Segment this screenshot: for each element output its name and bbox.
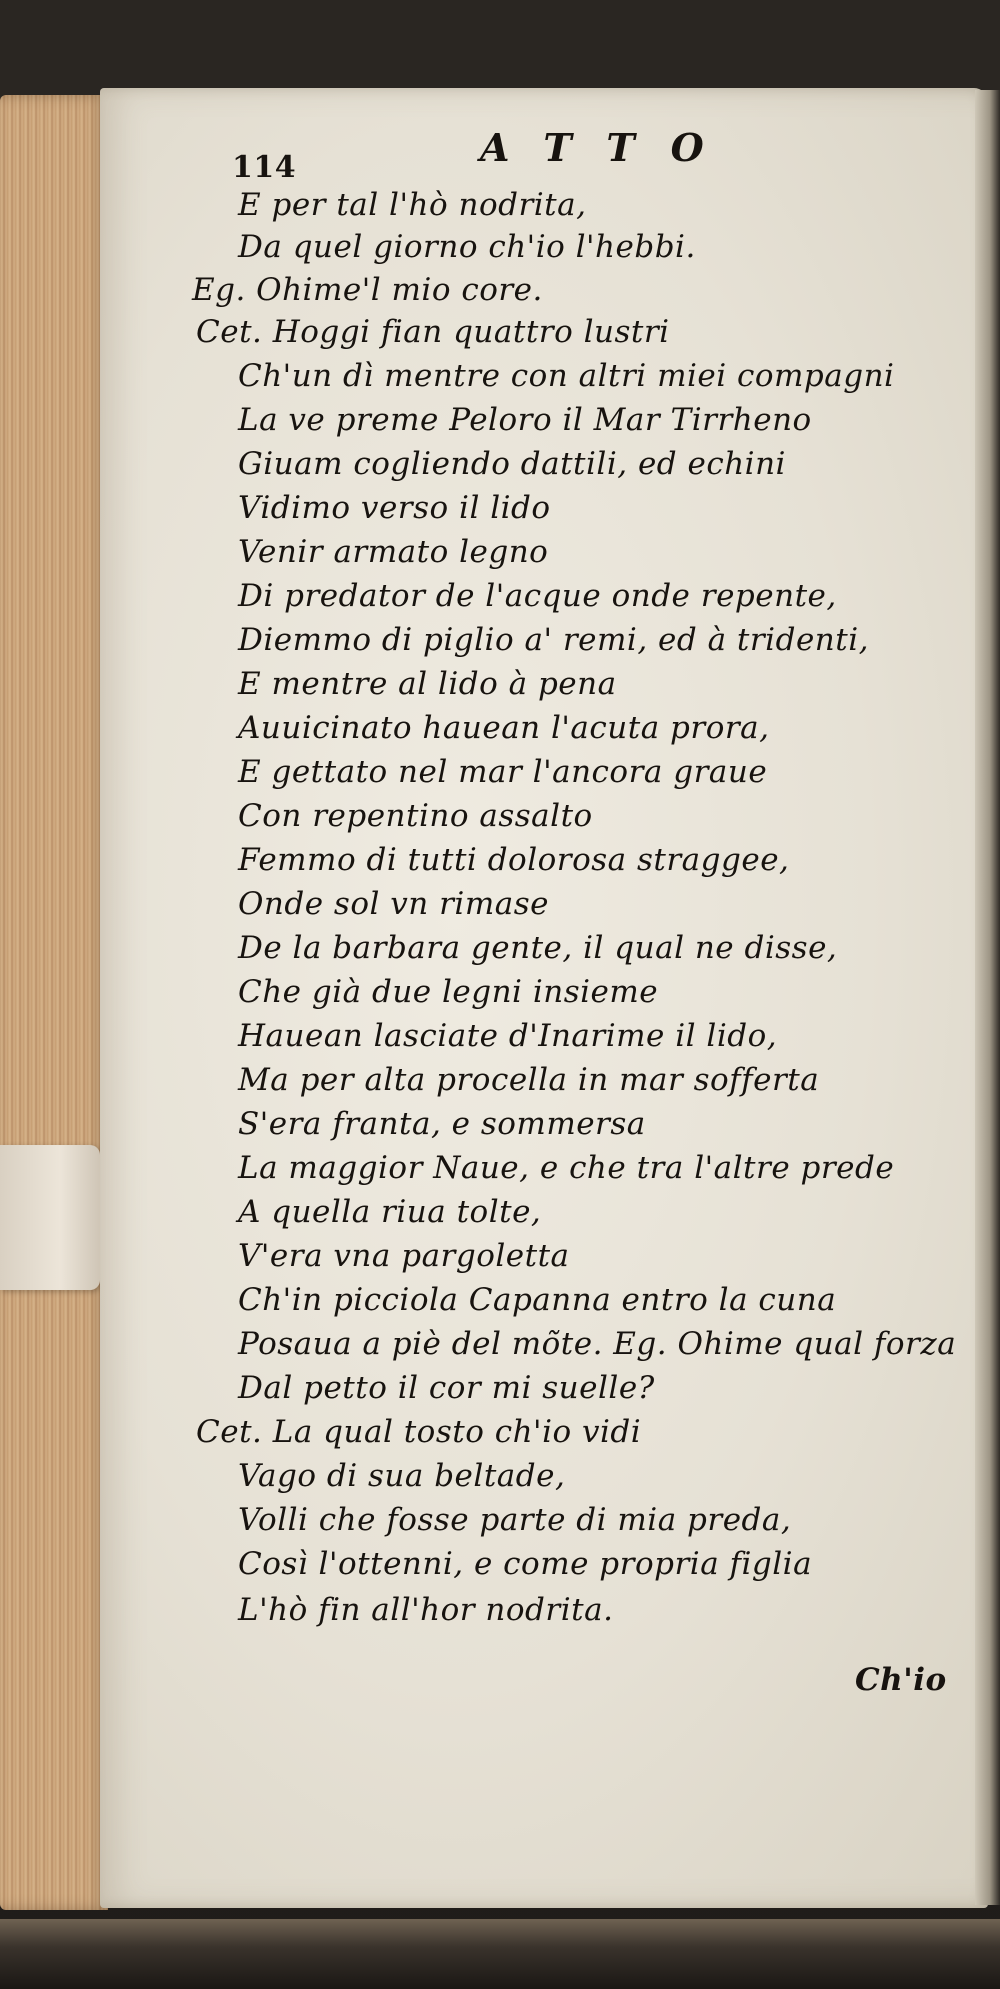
- verse-line: La maggior Naue, e che tra l'altre prede: [238, 1150, 895, 1186]
- verse-line: Femmo di tutti dolorosa straggee,: [238, 842, 790, 878]
- verse-line: Di predator de l'acque onde repente,: [238, 578, 837, 614]
- page-number: 114: [232, 150, 297, 185]
- bookmark-tab: [0, 1145, 100, 1290]
- page-gutter-edge: [975, 90, 1000, 1905]
- book-bottom-edge: [0, 1919, 1000, 1989]
- verse-line: Venir armato legno: [238, 534, 549, 570]
- verse-line: Hauean lasciate d'Inarime il lido,: [238, 1018, 778, 1054]
- verse-line: De la barbara gente, il qual ne disse,: [238, 930, 838, 966]
- running-head: ATTO: [480, 125, 740, 170]
- verse-line: Ch'in picciola Capanna entro la cuna: [238, 1282, 837, 1318]
- verse-line: Dal petto il cor mi suelle?: [238, 1370, 655, 1406]
- verse-line: E per tal l'hò nodrita,: [238, 187, 587, 223]
- verse-line: Vago di sua beltade,: [238, 1458, 566, 1494]
- verse-line: Auuicinato hauean l'acuta prora,: [238, 710, 770, 746]
- verse-line: E mentre al lido à pena: [238, 666, 617, 702]
- catchword: Ch'io: [855, 1662, 947, 1698]
- verse-line: Ma per alta procella in mar sofferta: [238, 1062, 820, 1098]
- verse-line: A quella riua tolte,: [238, 1194, 542, 1230]
- verse-line: Eg. Ohime'l mio core.: [192, 272, 543, 308]
- verse-line: Così l'ottenni, e come propria figlia: [238, 1546, 813, 1582]
- verse-line: La ve preme Peloro il Mar Tirrheno: [238, 402, 812, 438]
- page-fore-edge: [0, 95, 108, 1910]
- verse-line: E gettato nel mar l'ancora graue: [238, 754, 768, 790]
- verse-line: Cet. Hoggi fian quattro lustri: [196, 314, 670, 350]
- verse-line: Diemmo di piglio a' remi, ed à tridenti,: [238, 622, 869, 658]
- verse-line: Onde sol vn rimase: [238, 886, 549, 922]
- verse-line: Vidimo verso il lido: [238, 490, 551, 526]
- verse-line: Volli che fosse parte di mia preda,: [238, 1502, 792, 1538]
- verse-line: S'era franta, e sommersa: [238, 1106, 646, 1142]
- verse-line: Da quel giorno ch'io l'hebbi.: [238, 229, 696, 265]
- verse-line: Cet. La qual tosto ch'io vidi: [196, 1414, 642, 1450]
- verse-line: L'hò fin all'hor nodrita.: [238, 1592, 614, 1628]
- verse-line: Posaua a piè del mõte. Eg. Ohime qual forza: [238, 1326, 957, 1362]
- verse-line: Ch'un dì mentre con altri miei compagni: [238, 358, 895, 394]
- verse-line: Che già due legni insieme: [238, 974, 659, 1010]
- verse-line: Giuam cogliendo dattili, ed echini: [238, 446, 786, 482]
- verse-line: V'era vna pargoletta: [238, 1238, 570, 1274]
- verse-line: Con repentino assalto: [238, 798, 593, 834]
